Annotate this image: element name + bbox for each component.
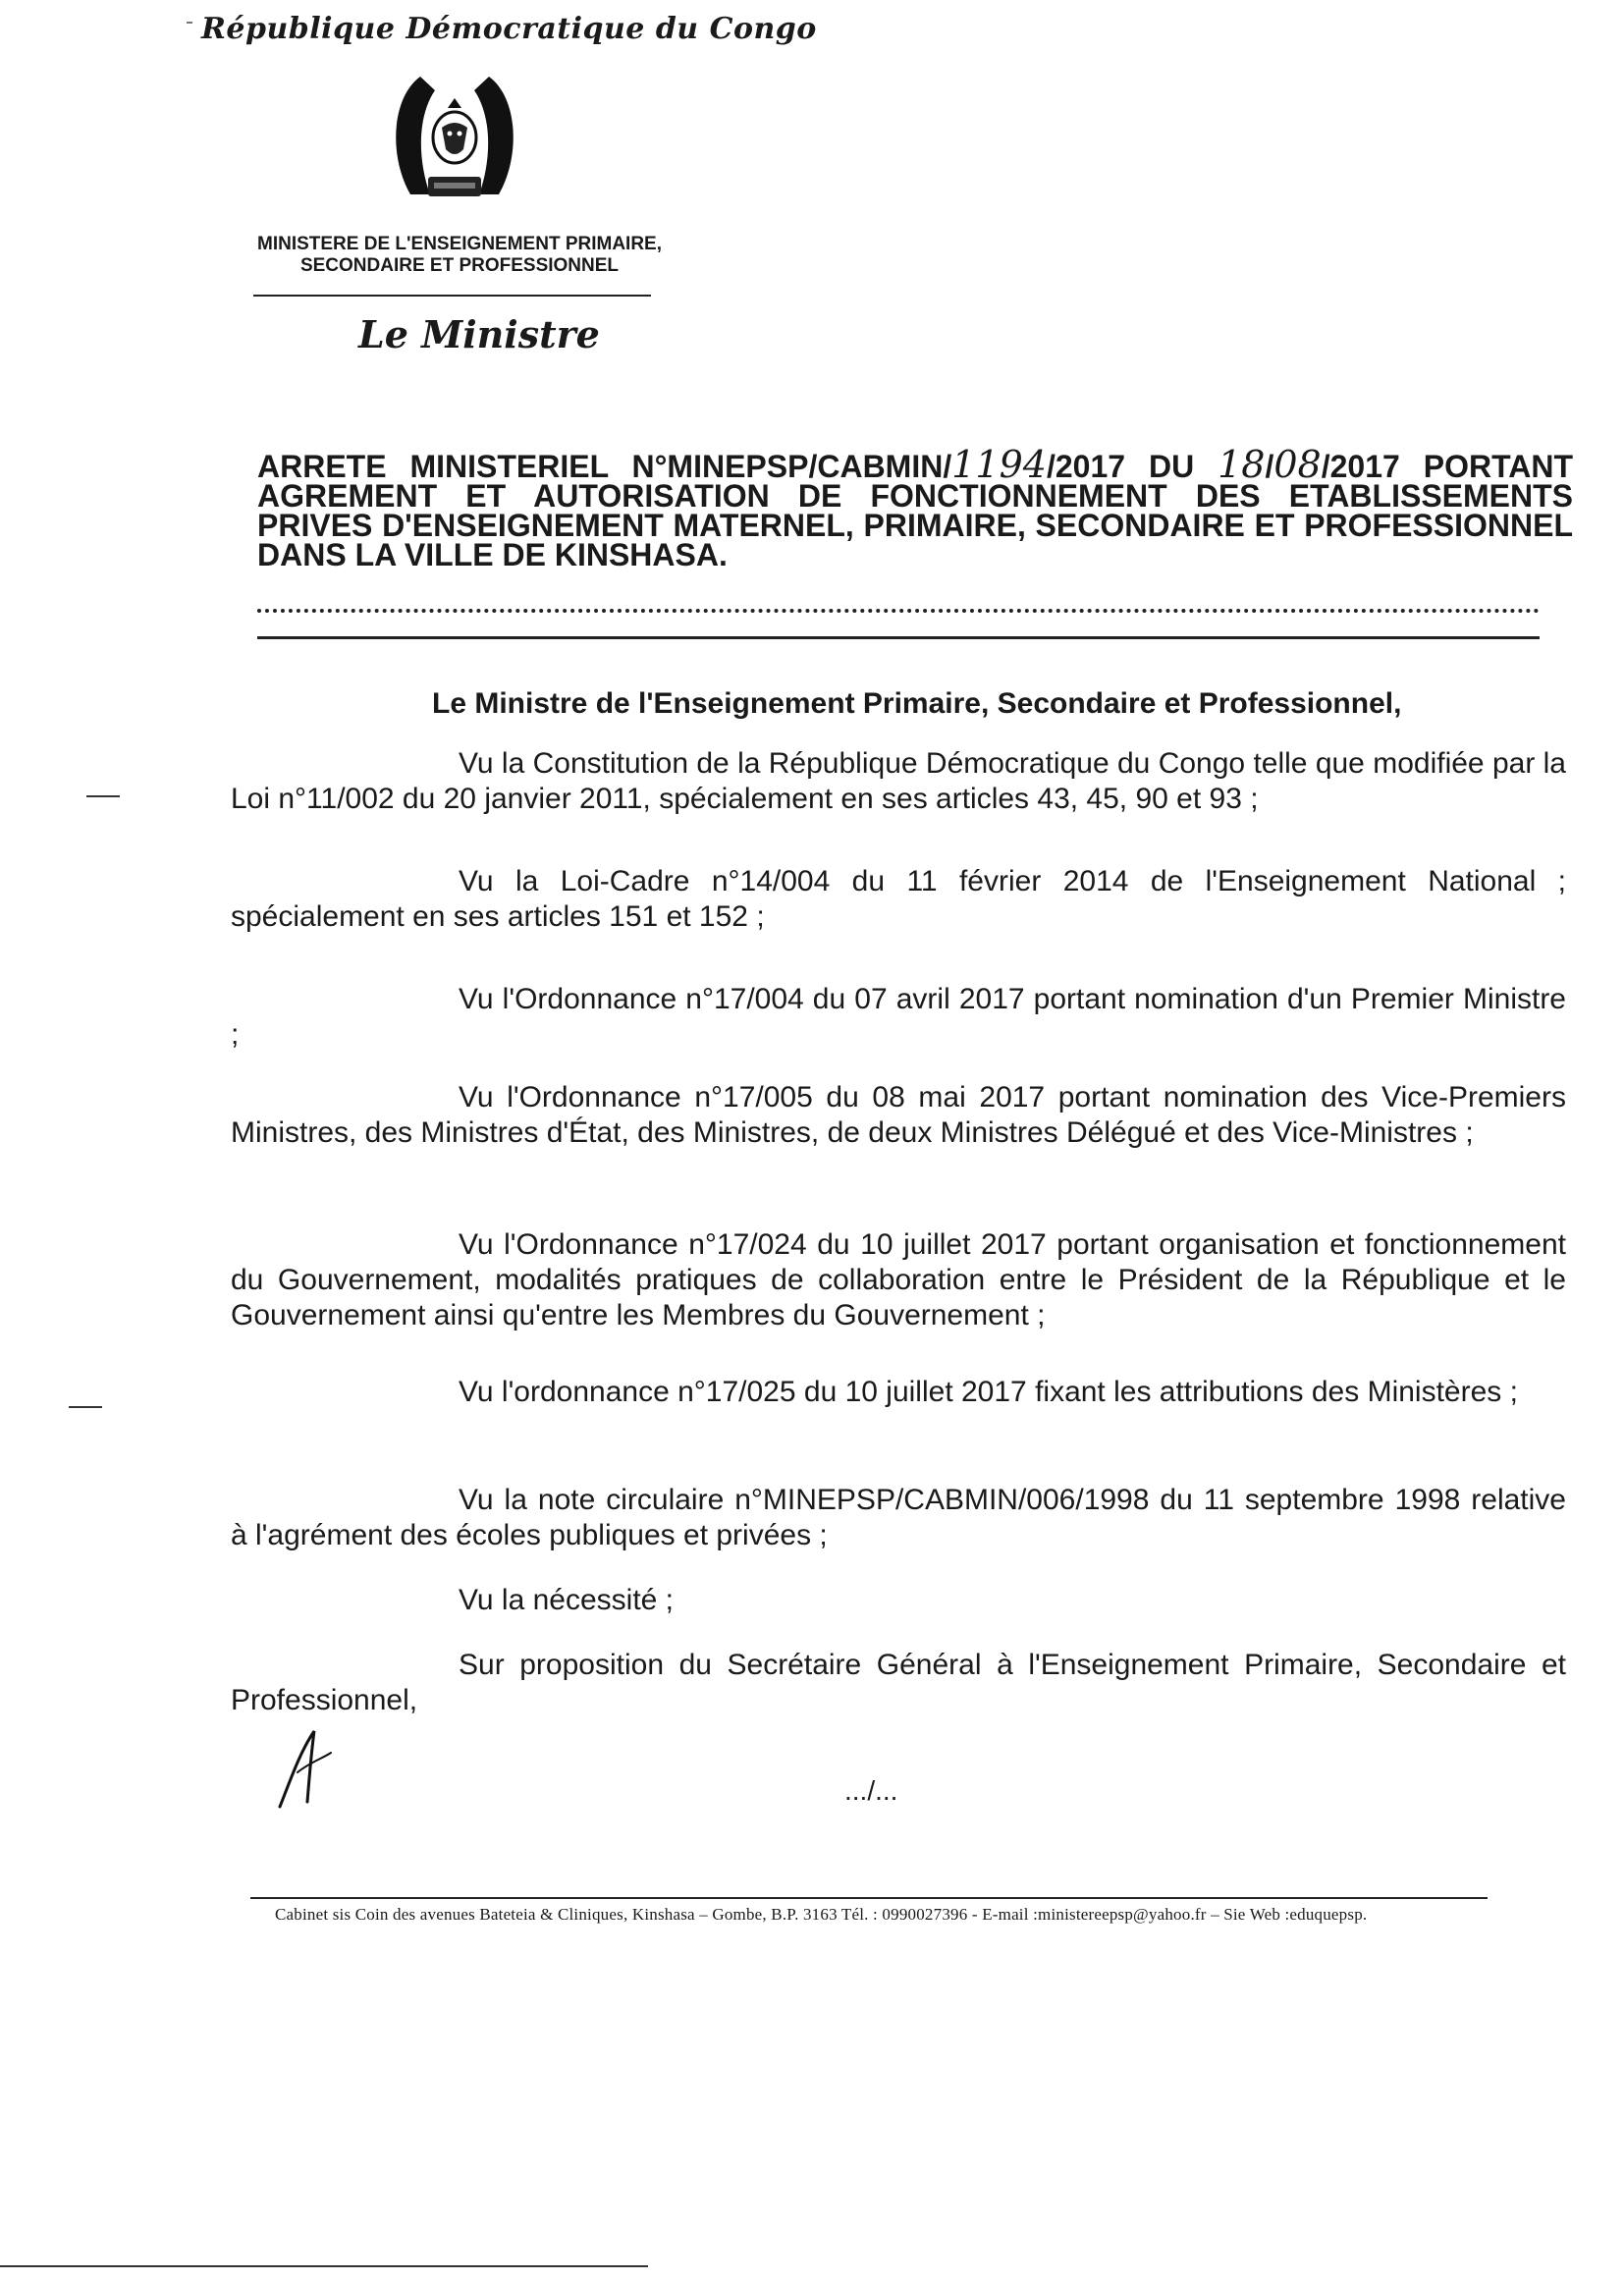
- minister-heading: Le Ministre de l'Enseignement Primaire, Secondaire et Professionnel,: [432, 687, 1402, 720]
- ministry-line-1: MINISTERE DE L'ENSEIGNEMENT PRIMAIRE,: [257, 234, 662, 254]
- office-title: Le Ministre: [358, 312, 600, 356]
- consideration-text: Vu l'Ordonnance n°17/005 du 08 mai 2017 portant nomination des Vice-Premiers Ministres, des Ministres d'État, des Ministres, de deux Ministres Délégué et des Vice-Ministres ;: [231, 1081, 1566, 1149]
- decree-title: [257, 443, 1574, 572]
- consideration-4: [231, 1080, 1566, 1151]
- scan-mark: [187, 22, 192, 24]
- footer-divider: [250, 1897, 1488, 1899]
- coat-of-arms-emblem: [381, 69, 528, 214]
- title-solid-divider: [257, 636, 1540, 639]
- header-divider: [253, 295, 651, 297]
- consideration-text: Vu l'ordonnance n°17/025 du 10 juillet 2017 fixant les attributions des Ministères ;: [459, 1376, 1518, 1408]
- consideration-2: [231, 864, 1566, 935]
- page-continued-marker: .../...: [844, 1775, 898, 1806]
- consideration-text: Vu la Constitution de la République Démocratique du Congo telle que modifiée par la Loi n°11/002 du 20 janvier 2011, spécialement en ses articles 43, 45, 90 et 93 ;: [231, 747, 1566, 815]
- initials-signature: [270, 1723, 349, 1812]
- date-separator: /: [1265, 449, 1274, 484]
- footer-contact: Cabinet sis Coin des avenues Bateteia & Cliniques, Kinshasa – Gombe, B.P. 3163 Tél. : 0990027396 - E-mail :ministereepsp@yahoo.fr – Sie Web :eduquepsp.: [275, 1905, 1368, 1924]
- country-name: République Démocratique du Congo: [201, 12, 817, 46]
- consideration-1: [231, 746, 1566, 817]
- title-dotted-divider: [257, 609, 1540, 613]
- ministry-name: [253, 234, 666, 277]
- ministry-line-2: SECONDAIRE ET PROFESSIONNEL: [299, 255, 620, 276]
- consideration-text: Vu la note circulaire n°MINEPSP/CABMIN/006/1998 du 11 septembre 1998 relative à l'agrément des écoles publiques et privées ;: [231, 1484, 1566, 1551]
- consideration-text: Vu l'Ordonnance n°17/004 du 07 avril 2017 portant nomination d'un Premier Ministre ;: [231, 983, 1566, 1051]
- margin-mark: [86, 795, 120, 797]
- consideration-text: Vu la Loi-Cadre n°14/004 du 11 février 2014 de l'Enseignement National ; spécialement en ses articles 151 et 152 ;: [231, 865, 1566, 933]
- date-month-handwritten: 08: [1273, 443, 1322, 486]
- consideration-7: [231, 1483, 1566, 1553]
- consideration-text: Vu la nécessité ;: [459, 1584, 675, 1616]
- consideration-6: [231, 1375, 1566, 1410]
- title-year-part: /2017 DU: [1046, 449, 1218, 484]
- margin-mark: [69, 1406, 102, 1408]
- consideration-3: [231, 982, 1566, 1053]
- bottom-scan-line: [0, 2265, 648, 2267]
- consideration-9: [231, 1648, 1566, 1718]
- date-day-handwritten: 18: [1218, 443, 1266, 486]
- title-prefix: ARRETE MINISTERIEL N°MINEPSP/CABMIN/: [257, 449, 952, 484]
- consideration-5: [231, 1227, 1566, 1333]
- consideration-text: Sur proposition du Secrétaire Général à l'Enseignement Primaire, Secondaire et Professionnel,: [231, 1649, 1566, 1716]
- title-rest: /2017 PORTANT AGREMENT ET AUTORISATION DE FONCTIONNEMENT DES ETABLISSEMENTS PRIVES D'ENSEIGNEMENT MATERNEL, PRIMAIRE, SECONDAIRE ET PROFESSIONNEL DANS LA VILLE DE KINSHASA.: [257, 449, 1574, 572]
- decree-number-handwritten: 1194: [951, 443, 1047, 486]
- consideration-text: Vu l'Ordonnance n°17/024 du 10 juillet 2017 portant organisation et fonctionnement du Gouvernement, modalités pratiques de collaboration entre le Président de la République et le Gouvernement ainsi qu'entre les Membres du Gouvernement ;: [231, 1228, 1566, 1331]
- consideration-8: [231, 1583, 1566, 1618]
